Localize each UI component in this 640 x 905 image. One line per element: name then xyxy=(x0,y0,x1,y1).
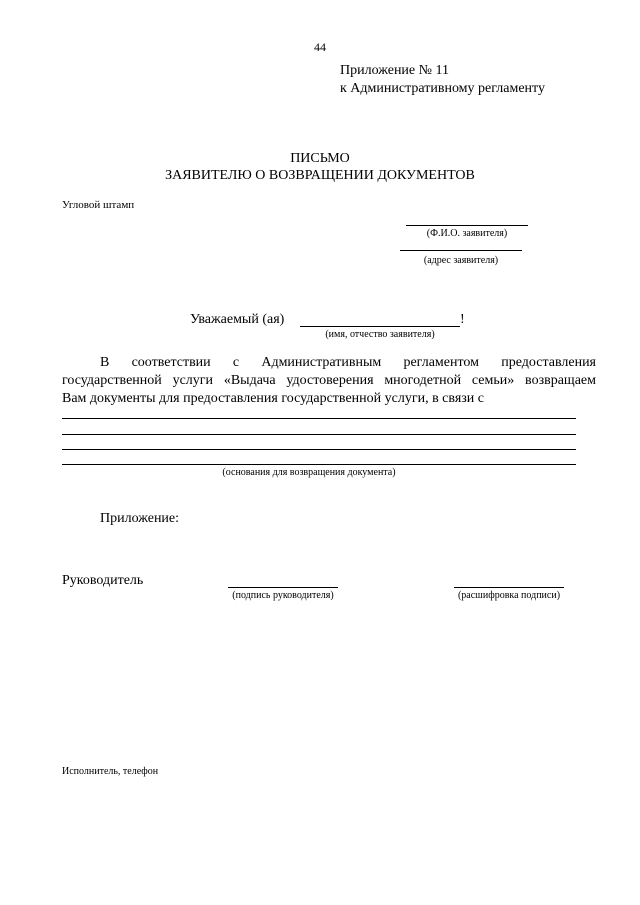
executor-note: Исполнитель, телефон xyxy=(62,766,159,777)
body-line-3: Вам документы для предоставления государственной услуги, в связи с xyxy=(62,391,484,406)
body-line-1: В соответствии с Административным регламентом предоставления xyxy=(100,355,596,370)
appendix-reference: к Административному регламенту xyxy=(340,81,545,96)
document-title: ПИСЬМО xyxy=(290,151,350,166)
appendix-number: Приложение № 11 xyxy=(340,63,449,78)
recipient-name-caption: (Ф.И.О. заявителя) xyxy=(426,228,508,239)
greeting-exclamation: ! xyxy=(460,312,465,327)
attachment-label: Приложение: xyxy=(100,511,180,526)
signature-label: Руководитель xyxy=(62,573,144,588)
recipient-address-caption: (адрес заявителя) xyxy=(423,255,499,266)
appendix-header xyxy=(340,62,545,98)
reason-line-2 xyxy=(62,434,576,435)
recipient-address-line xyxy=(400,250,522,251)
signature-decode-caption: (расшифровка подписи) xyxy=(457,590,561,601)
greeting-caption: (имя, отчество заявителя) xyxy=(325,329,435,340)
signature-line xyxy=(228,587,338,588)
signature-decode-line xyxy=(454,587,564,588)
recipient-name-line xyxy=(406,225,528,226)
body-line-2: государственной услуги «Выдача удостоверения многодетной семьи» возвращаем xyxy=(62,373,596,388)
reason-caption: (основания для возвращения документа) xyxy=(222,467,396,478)
letter-body xyxy=(62,354,596,408)
document-subtitle: ЗАЯВИТЕЛЮ О ВОЗВРАЩЕНИИ ДОКУМЕНТОВ xyxy=(165,168,475,183)
reason-line-4 xyxy=(62,464,576,465)
reason-line-1 xyxy=(62,418,576,419)
reason-line-3 xyxy=(62,449,576,450)
corner-stamp-label: Угловой штамп xyxy=(62,199,135,211)
signature-caption: (подпись руководителя) xyxy=(232,590,334,601)
greeting-name-line xyxy=(300,326,460,327)
page-number: 44 xyxy=(314,40,326,54)
greeting-text: Уважаемый (ая) xyxy=(190,312,285,327)
